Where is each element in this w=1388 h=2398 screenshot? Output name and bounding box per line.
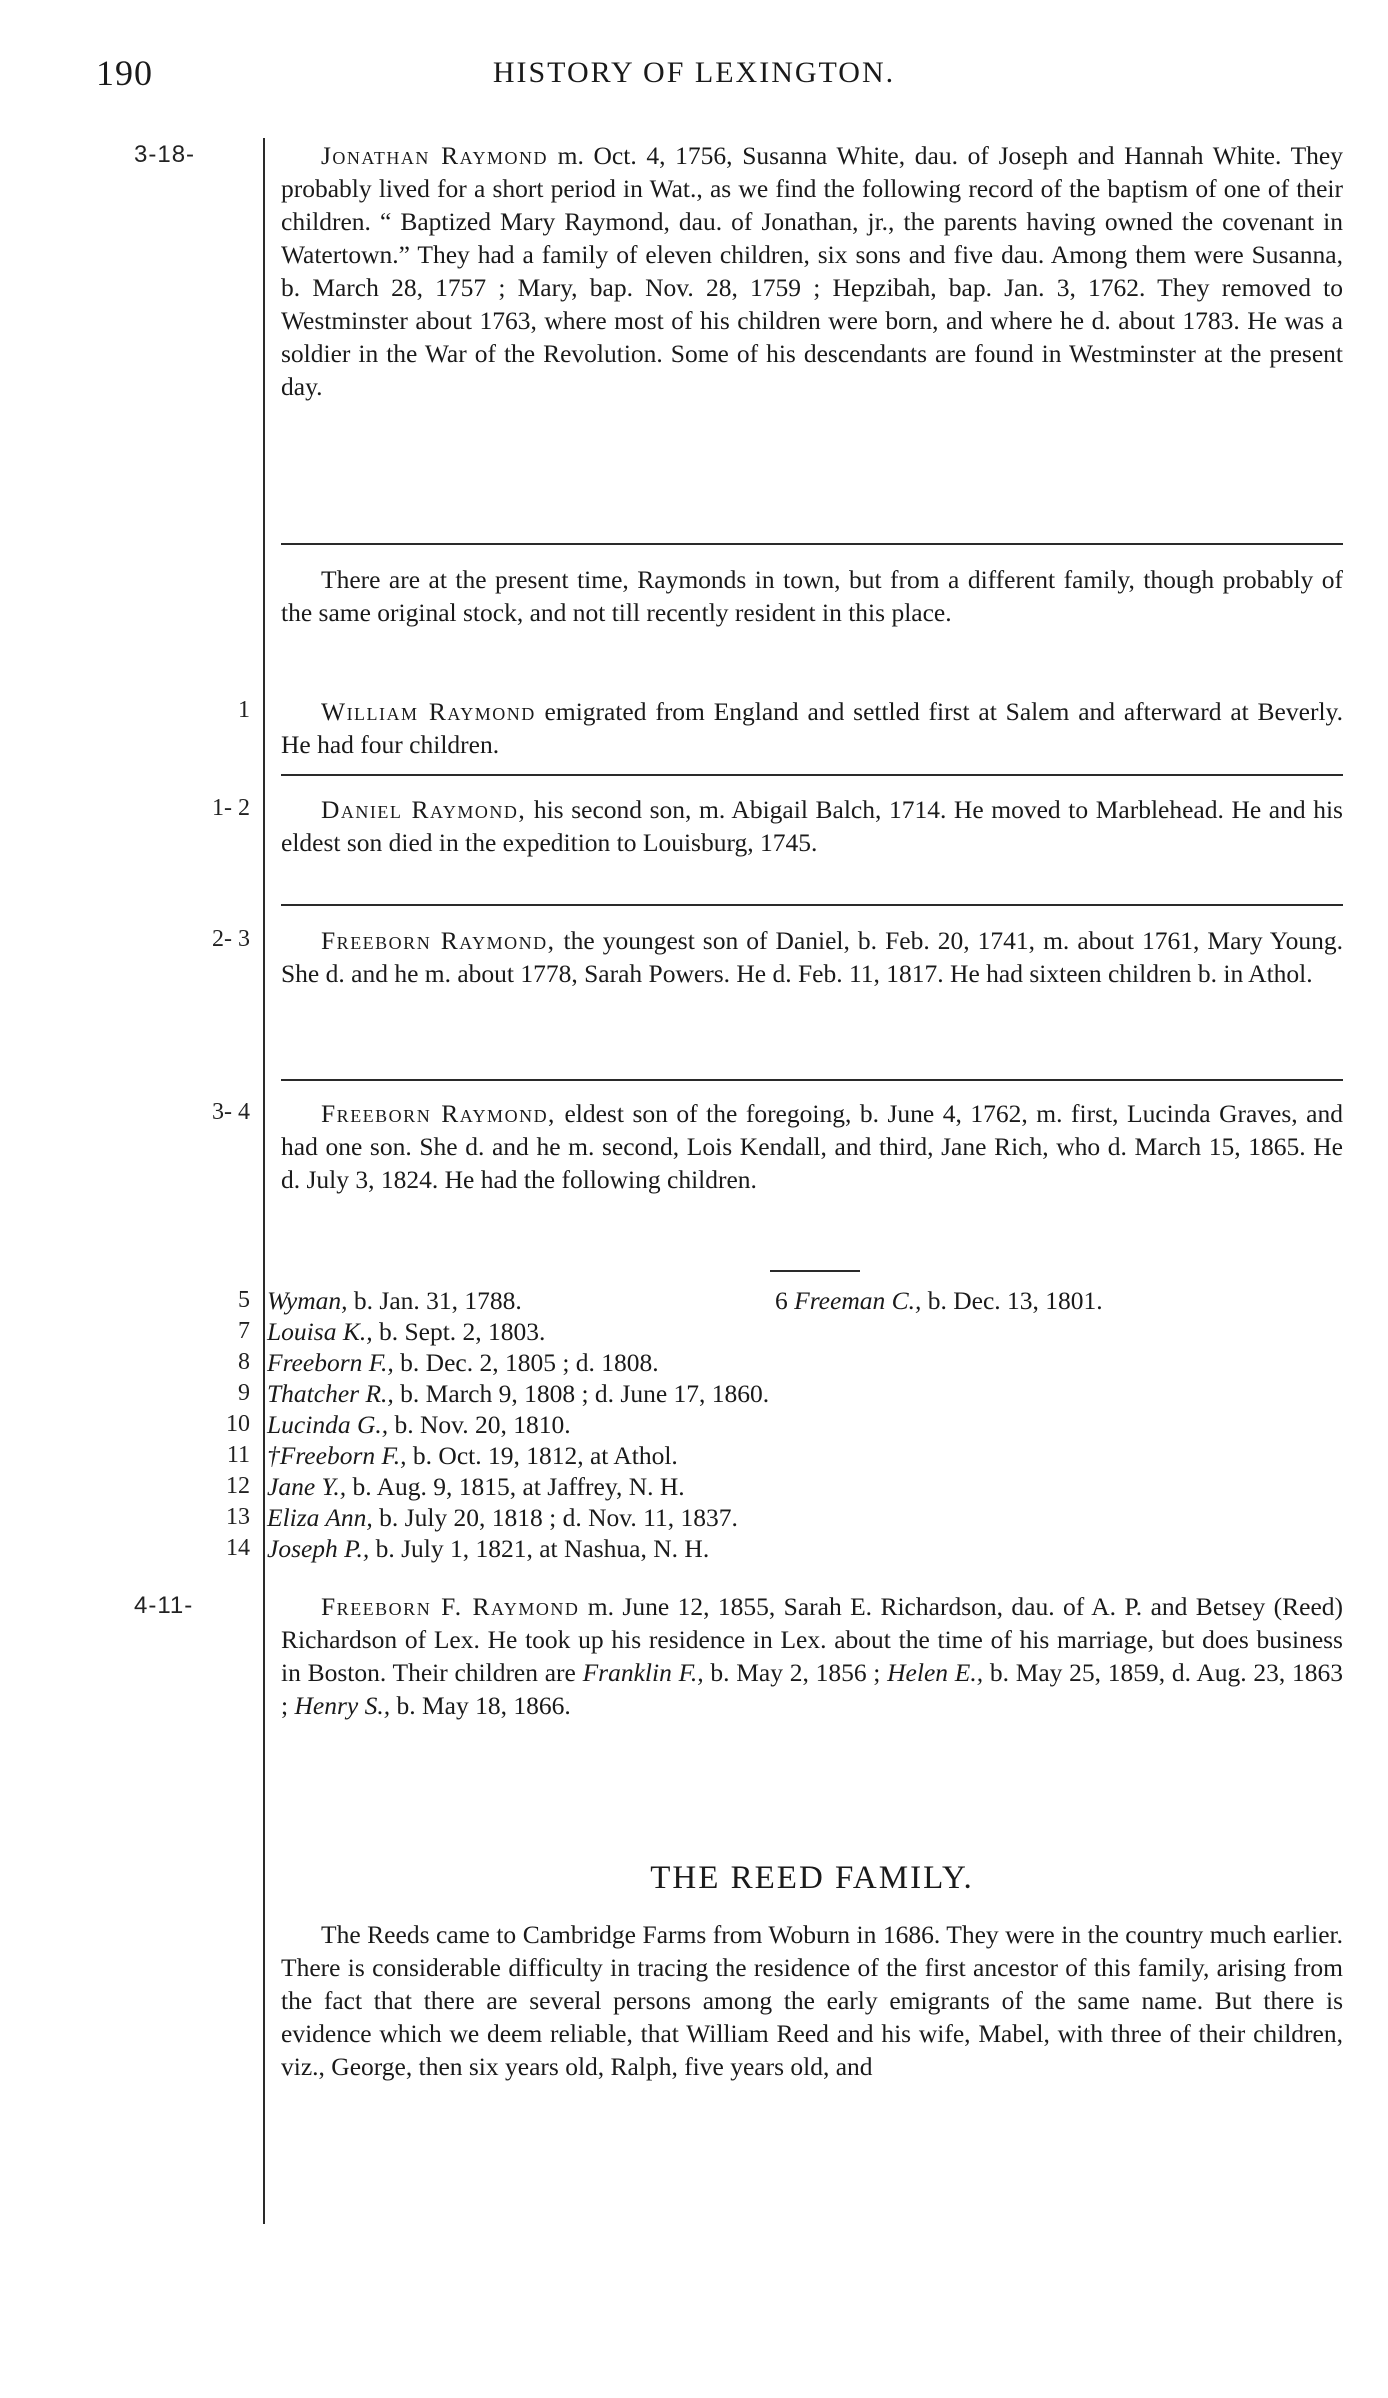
child-name: Louisa K.,: [267, 1317, 373, 1346]
paragraph-reed-family: The Reeds came to Cambridge Farms from Woburn in 1686. They were in the country much earlier. There is considerable difficulty in tracing the residence of the first ancestor of this family, arising from the fact that there are several persons among the early emigrants of the same name. But there is evidence which we deem reliable, that William Reed and his wife, Mabel, with three of their children, viz., George, then six years old, Ralph, five years old, and: [281, 1920, 1343, 2081]
child-name: Henry S.,: [294, 1691, 391, 1720]
generation-ref: 2- 3: [212, 926, 250, 952]
child-details: b. Nov. 20, 1810.: [388, 1410, 571, 1439]
child-details: b. Dec. 13, 1801.: [921, 1286, 1103, 1315]
list-item: [267, 1502, 738, 1534]
child-number: 7: [238, 1318, 250, 1344]
child-name: Freeman C.,: [794, 1286, 922, 1315]
child-details: b. Aug. 9, 1815, at Jaffrey, N. H.: [346, 1472, 685, 1501]
entry-name: Daniel Raymond,: [321, 795, 527, 824]
section-title: THE REED FAMILY.: [650, 1860, 974, 1896]
list-item: [267, 1440, 678, 1472]
child-name: Lucinda G.,: [267, 1410, 389, 1439]
child-number: 14: [226, 1535, 250, 1561]
child-name: Thatcher R.,: [267, 1379, 394, 1408]
paragraph-intro: There are at the present time, Raymonds in town, but from a different family, though probably of the same original stock, and not till recently resident in this place.: [281, 565, 1343, 627]
page-number: 190: [96, 53, 153, 93]
entry-text: eldest son of the foregoing, b. June 4, 1762, m. first, Lucinda Graves, and had one son. She d. and he m. second, Lois Kendall, and third, Jane Rich, who d. March 15, 1865. He d. July 3, 1824. He had the following children.: [281, 1099, 1343, 1194]
child-number: 6: [775, 1286, 788, 1315]
entry-text: b. May 25, 1859, d. Aug. 23, 1863 ;: [281, 1658, 1343, 1720]
child-details: b. July 1, 1821, at Nashua, N. H.: [369, 1534, 710, 1563]
child-name: Freeborn F.,: [267, 1348, 394, 1377]
entry-freeborn-raymond: [281, 1097, 1343, 1196]
entry-name: Freeborn Raymond,: [321, 1099, 556, 1128]
child-number: 10: [226, 1411, 250, 1437]
entry-text: b. May 18, 1866.: [390, 1691, 571, 1720]
child-name: †Freeborn F.,: [267, 1441, 407, 1470]
child-number: 13: [226, 1504, 250, 1530]
list-item: [775, 1285, 1103, 1317]
list-item: [267, 1347, 659, 1379]
short-rule: [770, 1270, 860, 1272]
child-name: Franklin F.,: [582, 1658, 704, 1687]
child-details: b. Jan. 31, 1788.: [347, 1286, 522, 1315]
generation-ref: 1: [238, 697, 250, 723]
generation-ref: 3- 4: [212, 1099, 250, 1125]
list-item: [267, 1285, 522, 1317]
entry-text: the youngest son of Daniel, b. Feb. 20, 1741, m. about 1761, Mary Young. She d. and he m. about 1778, Sarah Powers. He d. Feb. 11, 1817. He had sixteen children b. in Athol.: [281, 926, 1343, 988]
child-number: 5: [238, 1287, 250, 1313]
page-header: [0, 52, 1388, 112]
generation-ref: 1- 2: [212, 795, 250, 821]
child-name: Helen E.,: [887, 1658, 984, 1687]
entry-name: William Raymond: [321, 697, 536, 726]
entry-divider: [281, 904, 1343, 906]
child-name: Wyman,: [267, 1286, 348, 1315]
entry-jonathan-raymond: [281, 139, 1343, 403]
child-details: b. March 9, 1808 ; d. June 17, 1860.: [393, 1379, 770, 1408]
list-item: [267, 1378, 769, 1410]
child-number: 9: [238, 1380, 250, 1406]
entry-william-raymond: [281, 695, 1343, 761]
entry-text: his second son, m. Abigail Balch, 1714. He moved to Marblehead. He and his eldest son died in the expedition to Louisburg, 1745.: [281, 795, 1343, 857]
entry-freeborn-raymond-senior: [281, 924, 1343, 990]
entry-divider: [281, 543, 1343, 545]
entry-text: emigrated from England and settled first at Salem and afterward at Beverly. He had four children.: [281, 697, 1343, 759]
list-item: [267, 1533, 709, 1565]
entry-daniel-raymond: [281, 793, 1343, 859]
child-details: b. July 20, 1818 ; d. Nov. 11, 1837.: [372, 1503, 738, 1532]
child-details: b. Sept. 2, 1803.: [372, 1317, 546, 1346]
child-number: 8: [238, 1349, 250, 1375]
running-title: HISTORY OF LEXINGTON.: [492, 56, 896, 89]
child-number: 12: [226, 1473, 250, 1499]
entry-text: m. June 12, 1855, Sarah E. Richardson, dau. of A. P. and Betsey (Reed) Richardson of Lex. He took up his residence in Lex. about the time of his marriage, but does business in Boston. Their children are: [281, 1592, 1343, 1687]
entry-divider: [281, 774, 1343, 776]
list-item: [267, 1409, 571, 1441]
generation-ref: 4-11-: [134, 1592, 194, 1619]
child-details: b. Dec. 2, 1805 ; d. 1808.: [393, 1348, 659, 1377]
list-item: [267, 1471, 685, 1503]
child-details: b. Oct. 19, 1812, at Athol.: [406, 1441, 678, 1470]
entry-text: b. May 2, 1856 ;: [703, 1658, 888, 1687]
entry-name: Freeborn Raymond,: [321, 926, 556, 955]
child-name: Joseph P.,: [267, 1534, 370, 1563]
generation-ref: 3-18-: [134, 141, 196, 168]
entry-text: m. Oct. 4, 1756, Susanna White, dau. of Joseph and Hannah White. They probably lived for a short period in Wat., as we find the following record of the baptism of one of their children. “ Baptized Mary Raymond, dau. of Jonathan, jr., the parents having owned the covenant in Watertown.” They had a family of eleven children, six sons and five dau. Among them were Susanna, b. March 28, 1757 ; Mary, bap. Nov. 28, 1759 ; Hepzibah, bap. Jan. 3, 1762. They removed to Westminster about 1763, where most of his children were born, and where he d. about 1783. He was a soldier in the War of the Revolution. Some of his descendants are found in Westminster at the present day.: [281, 141, 1343, 401]
margin-rule: [263, 138, 265, 2224]
entry-freeborn-f-raymond: [281, 1590, 1343, 1722]
entry-name: Jonathan Raymond: [321, 141, 548, 170]
list-item: [267, 1316, 545, 1348]
child-name: Eliza Ann,: [267, 1503, 373, 1532]
entry-divider: [281, 1079, 1343, 1081]
entry-name: Freeborn F. Raymond: [321, 1592, 580, 1621]
child-number: 11: [226, 1442, 250, 1468]
child-name: Jane Y.,: [267, 1472, 347, 1501]
